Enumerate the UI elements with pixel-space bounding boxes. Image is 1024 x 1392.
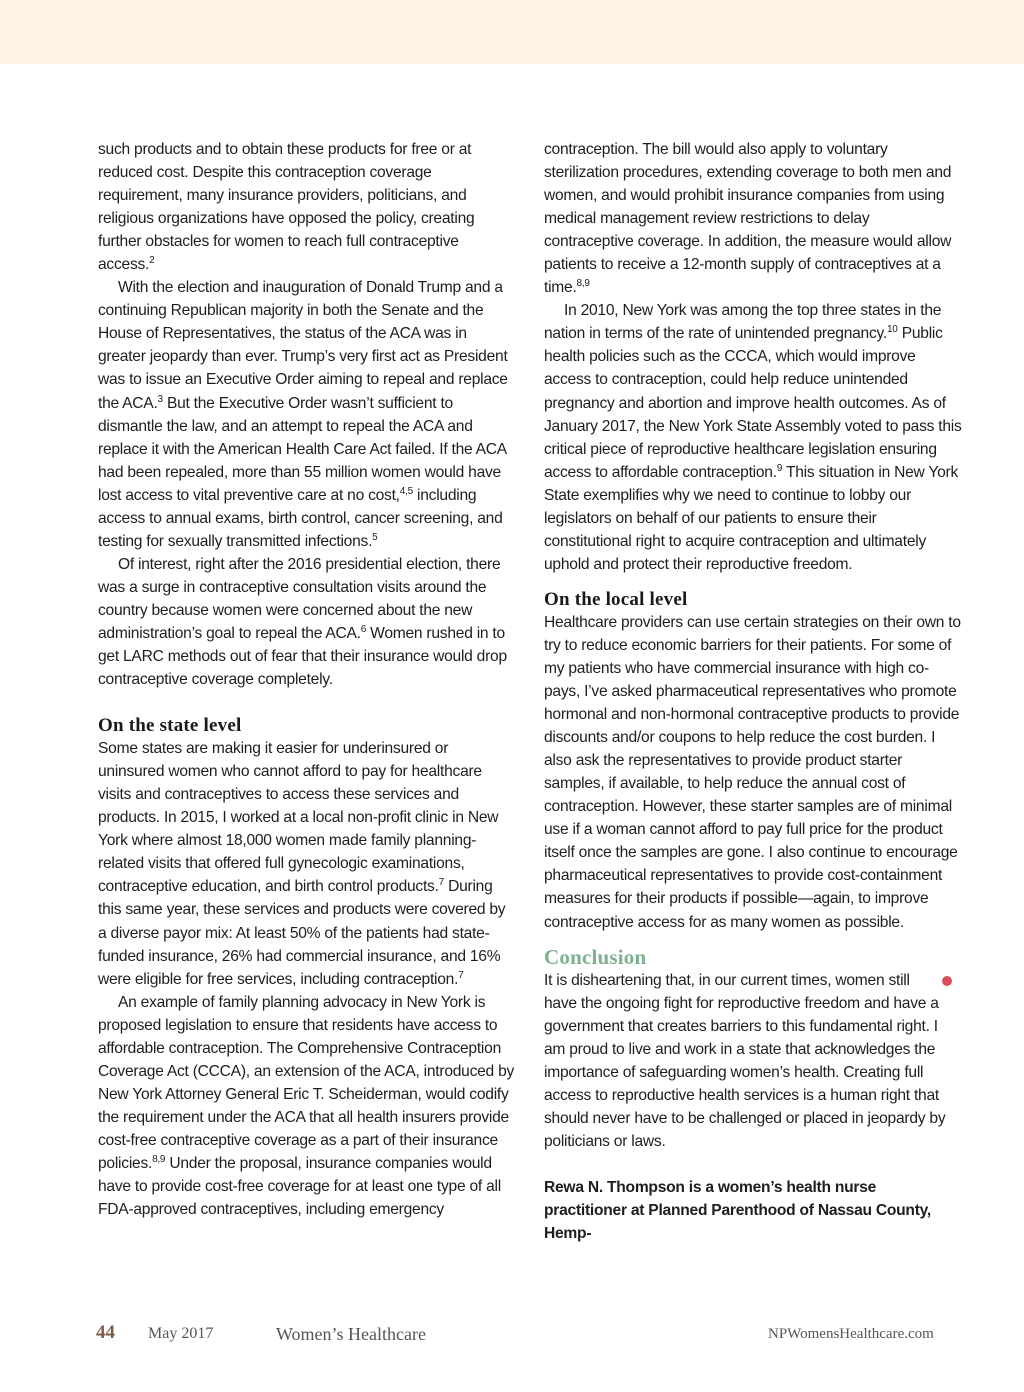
section-heading-conclusion: Conclusion xyxy=(544,944,647,969)
paragraph: Some states are making it easier for underinsured or uninsured women who cannot afford to pay for healthcare visits and contraceptives to access these services and products. In 2015, I worked at a local non-profit clinic in New York where almost 18,000 women made family planning-related visits that offered full gynecologic examinations, contraceptive education, and birth control products.$^7$ During this same year, these services and products were covered by a diverse payor mix: At least 50% of the patients had state-funded insurance, 26% had commercial insurance, and 16% were eligible for free services, including contraception.$^7$ xyxy=(98,740,506,988)
website-link[interactable]: NPWomensHealthcare.com xyxy=(768,1326,934,1342)
left-column xyxy=(98,138,516,1221)
right-column xyxy=(544,138,962,1245)
paragraph: Healthcare providers can use certain strategies on their own to try to reduce economic barriers for their patients. For some of my patients who have commercial insurance with high co-pays, I’ve asked pharmaceutical representatives who promote hormonal and non-hormonal contraceptive products to provide discounts and/or coupons to help reduce the cost burden. I also ask the representatives to provide product starter samples, if available, to help reduce the annual cost of contraception. However, these starter samples are of minimal use if a woman cannot afford to pay full price for the product itself once the samples are gone. I also continue to encourage pharmaceutical representatives to provide cost-containment measures for their products if possible—again, to improve contraceptive access for as many women as possible. xyxy=(544,613,961,931)
magazine-title: Women’s Healthcare xyxy=(276,1324,426,1344)
section-heading-state: On the state level xyxy=(98,715,242,737)
header-band xyxy=(0,0,1024,64)
paragraph: With the election and inauguration of Donald Trump and a continuing Republican majority in both the Senate and the House of Representatives, the status of the ACA was in greater jeopardy than ever. Trump’s very first act as President was to issue an Executive Order aiming to repeal and replace the ACA.$^3$ But the Executive Order wasn’t sufficient to dismantle the law, and an attempt to repeal the ACA and replace it with the American Health Care Act failed. If the ACA had been repealed, more than 55 million women would have lost access to vital preventive care at no cost,$^{4,5}$ including access to annual exams, birth control, cancer screening, and testing for sexually transmitted infections.$^5$ xyxy=(98,279,508,550)
paragraph: contraception. The bill would also apply to voluntary sterilization procedures, extending coverage to both men and women, and would prohibit insurance companies from using medical management review restrictions to delay contraceptive coverage. In addition, the measure would allow patients to receive a 12-month supply of contraceptives at a time.$^{8,9}$ xyxy=(544,141,952,297)
page-number: 44 xyxy=(96,1322,115,1343)
section-heading-local: On the local level xyxy=(544,588,688,610)
paragraph: It is disheartening that, in our current times, women still have the ongoing fight for reproductive freedom and have a government that creates barriers to this fundamental right. I am proud to live and work in a state that acknowledges the importance of safeguarding women’s health. Creating full access to reproductive health services is a human right that should never have to be challenged or placed in jeopardy by politicians or laws. xyxy=(544,969,962,1153)
paragraph: such products and to obtain these products for free or at reduced cost. Despite this contraception coverage requirement, many insurance providers, politicians, and religious organizations have opposed the policy, creating further obstacles for women to reach full contraceptive access.$^2$ xyxy=(98,141,475,274)
issue-date: May 2017 xyxy=(148,1325,214,1342)
paragraph: An example of family planning advocacy in New York is proposed legislation to ensure that residents have access to affordable contraception. The Comprehensive Contraception Coverage Act (CCCA), an extension of the ACA, introduced by New York Attorney General Eric T. Scheiderman, would codify the requirement under the ACA that all health insurers provide cost-free contraceptive coverage as a part of their insurance policies.$^{8,9}$ Under the proposal, insurance companies would have to provide cost-free coverage for at least one type of all FDA-approved contraceptives, including emergency xyxy=(98,993,515,1219)
end-of-article-dot-icon xyxy=(942,976,952,986)
page-footer xyxy=(0,1322,1024,1352)
paragraph: Of interest, right after the 2016 presidential election, there was a surge in contraceptive consultation visits around the country because women were concerned about the new administration’s goal to repeal the ACA.$^6$ Women rushed in to get LARC methods out of fear that their insurance would drop contraceptive coverage completely. xyxy=(98,555,507,689)
paragraph: In 2010, New York was among the top three states in the nation in terms of the rate of unintended pregnancy.$^{10}$ Public health policies such as the CCCA, which would improve access to contraception, could help reduce unintended pregnancy and abortion and improve health outcomes. As of January 2017, the New York State Assembly voted to pass this critical piece of reproductive healthcare legislation ensuring access to affordable contraception.$^9$ This situation in New York State exemplifies why we need to continue to lobby our legislators on behalf of our patients to ensure their constitutional right to acquire contraception and ultimately uphold and protect their reproductive freedom. xyxy=(544,302,962,573)
author-bio: Rewa N. Thompson is a women’s health nurse practitioner at Planned Parenthood of Nassau County, Hemp- xyxy=(544,1178,932,1243)
